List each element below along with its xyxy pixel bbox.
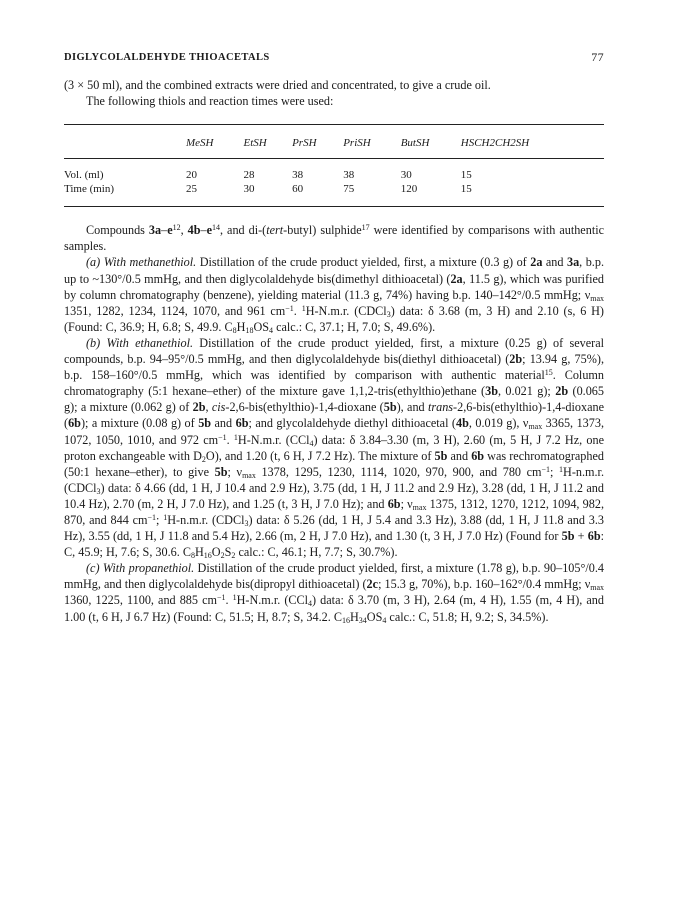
- table-cell: 60: [292, 182, 343, 207]
- table-cell: 15: [460, 169, 472, 182]
- table-header-cell: PriSH: [343, 125, 401, 159]
- running-title: DIGLYCOLALDEHYDE THIOACETALS: [64, 52, 270, 63]
- table-cell: 20: [186, 169, 197, 182]
- running-head: [64, 50, 604, 66]
- table-header-row: [64, 125, 604, 159]
- table-header-cell: HSCH2CH2SH: [461, 125, 604, 159]
- page-number: 77: [591, 50, 604, 64]
- table-cell: 120: [401, 182, 461, 207]
- table-cell: 38: [292, 169, 304, 182]
- table-cell: 28: [243, 169, 255, 182]
- table-row: [64, 182, 604, 207]
- table-cell: 30: [400, 169, 412, 182]
- table-row-label: Vol. (ml): [64, 169, 104, 182]
- thiol-reaction-table: [64, 124, 604, 207]
- intro-paragraph: (3 × 50 ml), and the combined extracts were dried and concentrated, to give a crude oil.: [64, 78, 491, 92]
- compounds-paragraph: Compounds $3a-e^{12}$, $4b-e^{14}$, and di-(tert-butyl) sulphide$^{17}$ were identified by comparisons with authentic samples.: [64, 223, 604, 254]
- article-body: [64, 77, 604, 625]
- table-header-blank: [64, 125, 186, 159]
- table-cell: 30: [244, 182, 293, 207]
- table-header-cell: PrSH: [292, 125, 343, 159]
- table-cell: 38: [343, 169, 355, 182]
- propanethiol-paragraph: (c) With propanethiol. Distillation of the crude product yielded, first, a mixture (1.78 g), b.p. 90–105°/0.4 mmHg, and then diglycolaldehyde bis(dipropyl dithioacetal) (2c; 15.3 g, 70%), b.p. 160–162°/0.4 mmHg; $\nu_{max}$ 1360, 1225, 1100, and 885 $cm^{-1}$. $^1$H-N.m.r. (CCl$_4$) data: δ 3.70 (m, 3 H), 2.64 (m, 4 H), 1.55 (m, 4 H), and 1.00 (t, 6 H, J 6.7 Hz) (Found: C, 51.5; H, 8.7; S, 34.2. $C_{16}H_{34}OS_4$ calc.: C, 51.8; H, 9.2; S, 34.5%).: [64, 561, 605, 625]
- methanethiol-paragraph: (a) With methanethiol. Distillation of the crude product yielded, first, a mixture (0.3 g) of 2a and 3a, b.p. up to ~130°/0.5 mmHg, and then diglycolaldehyde bis(dimethyl dithioacetal) (2a, 11.5 g), which was purified by column chromatography (benzene), yielding material (11.3 g, 74%) having b.p. 140–142°/0.5 mmHg; $\nu_{max}$ 1351, 1282, 1234, 1124, 1070, and 961 $cm^{-1}$. $^1$H-N.m.r. (CDCl$_3$) data: δ 3.68 (m, 3 H) and 2.10 (s, 6 H) (Found: C, 36.9; H, 6.8; S, 49.9. $C_8H_{18}OS_4$ calc.: C, 37.1; H, 7.0; S, 49.6%).: [64, 255, 604, 335]
- table-cell: 75: [343, 182, 401, 207]
- table-cell: 15: [461, 182, 604, 207]
- table-row: [64, 159, 604, 183]
- table-header-cell: EtSH: [244, 125, 293, 159]
- table-cell: 25: [186, 182, 244, 207]
- thiols-paragraph: The following thiols and reaction times were used:: [86, 94, 334, 109]
- table-row-label: Time (min): [64, 182, 186, 207]
- ethanethiol-paragraph: (b) With ethanethiol. Distillation of the crude product yielded, first, a mixture (0.25 g) of several compounds, b.p. 94–95°/0.5 mmHg, and then diglycolaldehyde bis(diethyl dithioacetal) (2b; 13.94 g, 75%), b.p. 158–160°/0.5 mmHg, which was identified by comparison with authentic material$^{15}$. Column chromatography (5:1 hexane–ether) of the mixture gave 1,1,2-tris(ethylthio)ethane (3b, 0.021 g); 2b (0.065 g); a mixture (0.062 g) of 2b, cis-2,6-bis(ethylthio)-1,4-dioxane (5b), and trans-2,6-bis(ethylthio)-1,4-dioxane (6b); a mixture (0.08 g) of 5b and 6b; and glycolaldehyde diethyl dithioacetal (4b, 0.019 g), $\nu_{max}$ 3365, 1373, 1072, 1050, 1010, and 972 $cm^{-1}$. $^1$H-N.m.r. (CCl$_4$) data: δ 3.84–3.30 (m, 3 H), 2.60 (m, 5 H, J 7.2 Hz, one proton exchangeable with $D_2O$), and 1.20 (t, 6 H, J 7.2 Hz). The mixture of 5b and 6b was rechromatographed (50:1 hexane–ether), to give 5b; $\nu_{max}$ 1378, 1295, 1230, 1114, 1020, 970, 900, and 780 $cm^{-1}$; $^1$H-n.m.r. (CDCl$_3$) data: δ 4.66 (dd, 1 H, J 10.4 and 2.9 Hz), 3.75 (dd, 1 H, J 11.2 and 2.9 Hz), 3.28 (dd, 1 H, J 11.2 and 10.4 Hz), 2.70 (m, 2 H, J 7.0 Hz), and 1.25 (t, 3 H, J 7.0 Hz); and 6b; $\nu_{max}$ 1375, 1312, 1270, 1212, 1094, 982, 870, and 844 $cm^{-1}$; $^1$H-n.m.r. (CDCl$_3$) data: δ 5.26 (dd, 1 H, J 5.4 and 3.3 Hz), 3.88 (dd, 1 H, J 11.8 and 3.3 Hz), 3.55 (dd, 1 H, J 11.8 and 5.4 Hz), 2.66 (m, 2 H, J 7.0 Hz), and 1.30 (t, 3 H, J 7.0 Hz) (Found for 5b + 6b: C, 45.9; H, 7.6; S, 30.6. $C_8H_{16}O_2S_2$ calc.: C, 46.1; H, 7.7; S, 30.7%).: [64, 335, 605, 561]
- table-header-cell: ButSH: [401, 125, 461, 159]
- thiol-table-container: [64, 124, 604, 207]
- table-header-cell: MeSH: [186, 125, 244, 159]
